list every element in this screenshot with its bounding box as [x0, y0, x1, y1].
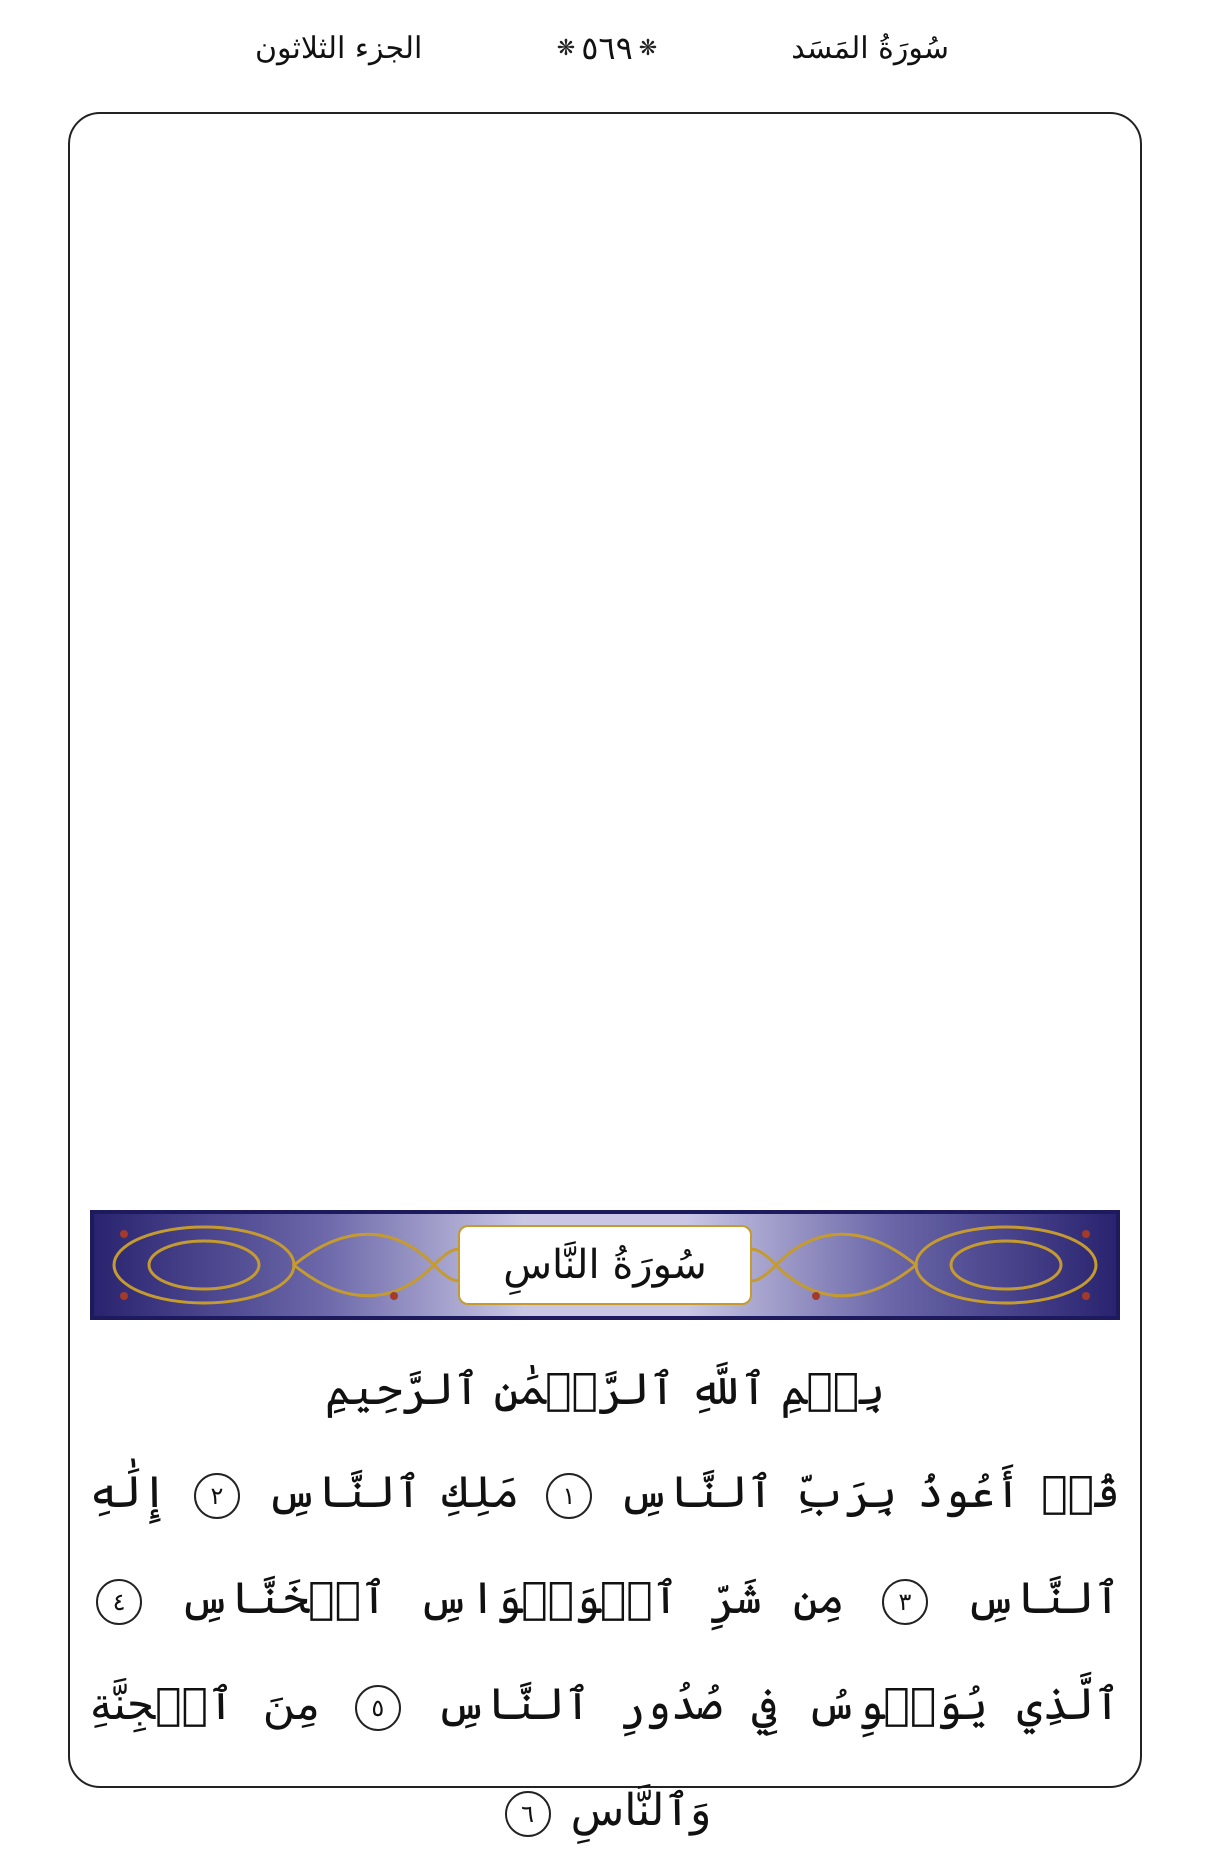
- verse-text: ٱلَّذِي يُوَسۡوِسُ فِي صُدُورِ ٱلنَّاسِ: [435, 1679, 1120, 1730]
- surah-title: سُورَةُ النَّاسِ: [458, 1225, 752, 1305]
- verse-text: قُلۡ أَعُوذُ بِرَبِّ ٱلنَّاسِ: [618, 1467, 1120, 1518]
- verses-block: [90, 1440, 1120, 1864]
- basmala: بِسۡمِ ٱللَّهِ ٱلرَّحۡمَٰنِ ٱلرَّحِيمِ: [324, 1364, 886, 1415]
- ayah-number-marker: ٢: [194, 1473, 240, 1519]
- verse-text: إِلَٰهِ ٱلنَّاسِ: [90, 1467, 1120, 1624]
- ayah-number-marker: ١: [546, 1473, 592, 1519]
- header-page-number: [0, 18, 1214, 78]
- header-juz-label: الجزء الثلاثون: [255, 30, 423, 66]
- verse-text: مِن شَرِّ ٱلۡوَسۡوَاسِ ٱلۡخَنَّاسِ: [179, 1573, 845, 1624]
- page-number: ٥٦٩: [581, 29, 633, 67]
- ayah-number-marker: ٦: [505, 1791, 551, 1837]
- header-surah-name: سُورَةُ المَسَد: [791, 30, 949, 66]
- left-ornament-icon: ❋: [556, 35, 576, 61]
- ayah-number-marker: ٣: [882, 1579, 928, 1625]
- ayah-number-marker: ٥: [355, 1685, 401, 1731]
- ayah-number-marker: ٤: [96, 1579, 142, 1625]
- verse-text: مِنَ ٱلۡجِنَّةِ وَٱلنَّاسِ: [90, 1679, 712, 1836]
- verse-text: مَلِكِ ٱلنَّاسِ: [266, 1467, 520, 1518]
- surah-banner: [90, 1210, 1120, 1320]
- right-ornament-icon: ❋: [638, 35, 658, 61]
